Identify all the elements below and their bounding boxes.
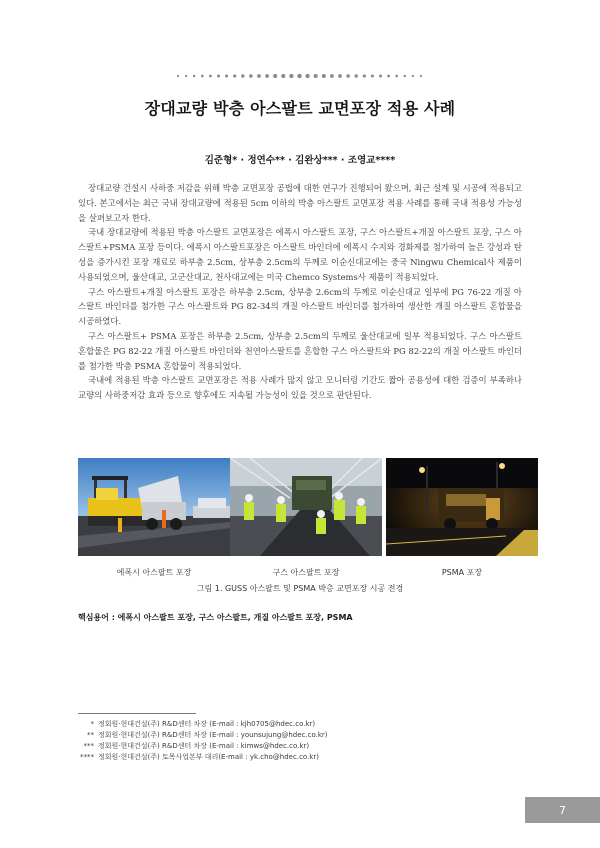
photo-epoxy-paving xyxy=(78,458,230,556)
footnote xyxy=(78,752,522,763)
decorative-dot xyxy=(265,74,269,78)
page-number: 7 xyxy=(525,797,600,823)
decorative-dot xyxy=(330,74,334,78)
decorative-dot xyxy=(371,74,374,77)
footnote-text: 정회원·현대건설(주) 토목사업본부 대리(E-mail : yk.cho@hdec.co.kr) xyxy=(98,753,319,761)
photo-caption-epoxy: 에폭시 아스팔트 포장 xyxy=(116,568,192,577)
photo-guss-image xyxy=(230,458,382,556)
footnote xyxy=(78,719,522,730)
decorative-dot xyxy=(404,75,407,78)
footnote-mark: ** xyxy=(87,731,94,739)
paragraph: 국내에 적용된 박층 아스팔트 교면포장은 적용 사례가 많지 않고 모니터링 기간도 짧아 공용성에 대한 검증이 부족하나 교량의 사하중저감 효과 등으로 향후에도 지속될 가능성이 있을 것으로 판단된다. xyxy=(78,375,522,401)
decorative-dot xyxy=(225,74,228,77)
decorative-dot xyxy=(363,74,366,77)
figure-caption: 그림 1. GUSS 아스팔트 및 PSMA 박층 교면포장 시공 전경 xyxy=(196,584,404,593)
abstract-body xyxy=(78,181,522,403)
footnote-text: 정회원·현대건설(주) R&D센터 차장 (E-mail : younsujung@hdec.co.kr) xyxy=(98,731,328,739)
photo-caption-guss: 구스 아스팔트 포장 xyxy=(272,568,340,577)
decorative-dot xyxy=(209,75,212,78)
keywords: 핵심용어 : 에폭시 아스팔트 포장, 구스 아스팔트, 개질 아스팔트 포장, PSMA xyxy=(78,613,353,622)
decorative-dot xyxy=(314,74,318,78)
article-title: 장대교량 박층 아스팔트 교면포장 적용 사례 xyxy=(144,99,456,118)
footnotes xyxy=(78,719,522,763)
decorative-dot xyxy=(395,75,398,78)
decorative-dot xyxy=(322,74,326,78)
author-line: 김준형* · 정연수** · 김완상*** · 조영교**** xyxy=(204,155,396,166)
footnote-text: 정회원·현대건설(주) R&D센터 차장 (E-mail : kjh0705@hdec.co.kr) xyxy=(98,720,316,728)
photo-psma-paving xyxy=(386,458,538,556)
decorative-dot xyxy=(233,74,236,77)
footnote-mark: **** xyxy=(80,753,94,761)
decorative-dot xyxy=(379,75,382,78)
decorative-dot xyxy=(420,75,422,77)
decorative-dot xyxy=(257,74,261,78)
decorative-dot-rule xyxy=(0,73,600,79)
decorative-dot xyxy=(241,74,244,77)
decorative-dot xyxy=(281,74,285,78)
decorative-dot xyxy=(297,74,301,78)
paragraph: 구스 아스팔트+개질 아스팔트 포장은 하부층 2.5cm, 상부층 2.6cm의 두께로 이순신대교 일부에 PG 76-22 개질 아스팔트 바인더를 첨가한 구스 아스팔트와 PG 82-34의 개질 아스팔트 바인더를 첨가하여 생산한 개질 아스팔트 혼합물을 시공하였다. xyxy=(78,286,522,327)
decorative-dot xyxy=(305,74,309,78)
decorative-dot xyxy=(201,75,204,78)
decorative-dot xyxy=(338,74,342,78)
decorative-dot xyxy=(412,75,414,77)
footnote-divider xyxy=(78,713,196,714)
decorative-dot xyxy=(273,74,277,78)
decorative-dot xyxy=(185,75,187,77)
decorative-dot xyxy=(387,75,390,78)
decorative-dot xyxy=(346,74,350,78)
footnote-mark: * xyxy=(90,720,94,728)
footnote-text: 정회원·현대건설(주) R&D센터 차장 (E-mail : kimws@hdec.co.kr) xyxy=(98,742,310,750)
footnote xyxy=(78,730,522,741)
footnote xyxy=(78,741,522,752)
decorative-dot xyxy=(355,74,358,77)
decorative-dot xyxy=(249,74,253,78)
decorative-dot xyxy=(177,75,179,77)
decorative-dot xyxy=(217,75,220,78)
photo-psma-image xyxy=(386,458,538,556)
decorative-dot xyxy=(289,74,293,78)
paragraph: 장대교량 건설시 사하중 저감을 위해 박층 교면포장 공법에 대한 연구가 진행되어 왔으며, 최근 설계 및 시공에 적용되고 있다. 본고에서는 최근 국내 장대교량에 적용된 5cm 이하의 박층 아스팔트 교면포장 적용 사례를 통해 국내 적용성 가능성을 살펴보고자 한다. xyxy=(78,183,522,223)
paragraph: 국내 장대교량에 적용된 박층 아스팔트 교면포장은 에폭시 아스팔트 포장, 구스 아스팔트+개질 아스팔트 포장, 구스 아스팔트+PSMA 포장 등이다. 에폭시 아스팔트포장은 아스팔트 바인더에 에폭시 수지와 경화제를 첨가하여 높은 강성과 탄성을 증가시킨 포장 재료로 하부층 2.5cm, 상부층 2.5cm의 두께로 이순신대교에는 중국 Ningwu Chemical사 제품이 사용되었으며, 울산대교, 고군산대교, 천사대교에는 미국 Chemco Systems사 제품이 적용되었다. xyxy=(78,227,522,282)
photo-caption-psma: PSMA 포장 xyxy=(441,568,483,577)
paragraph: 구스 아스팔트+ PSMA 포장은 하부층 2.5cm, 상부층 2.5cm의 두께로 울산대교에 일부 적용되었다. 구스 아스팔트 혼합물은 PG 82-22 개질 아스팔트 바인더와 천연아스팔트를 혼합한 구스 아스팔트와 PG 82-22의 개질 아스팔트 바인더를 첨가한 박층 PSMA 혼합물이 적용되었다. xyxy=(78,330,522,371)
decorative-dot xyxy=(193,75,196,78)
photo-guss-paving xyxy=(230,458,382,556)
footnote-mark: *** xyxy=(83,742,94,750)
photo-epoxy-image xyxy=(78,458,230,556)
